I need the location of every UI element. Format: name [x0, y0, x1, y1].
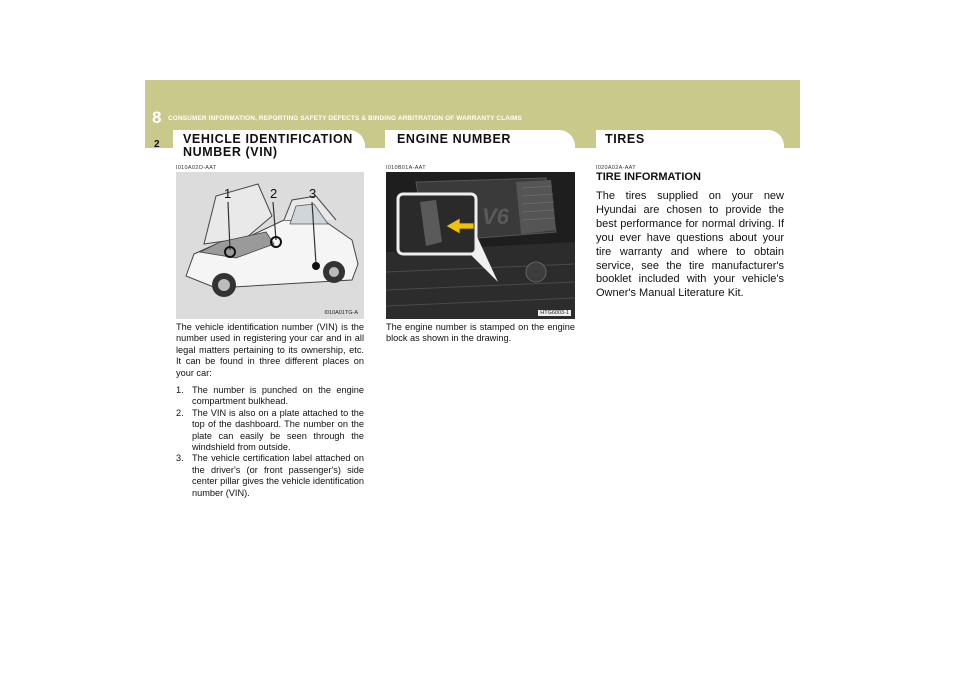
- callout-1: 1: [224, 186, 232, 201]
- list-item: 1. The number is punched on the engine compartment bulkhead.: [176, 385, 364, 407]
- tires-body: The tires supplied on your new Hyundai are chosen to provide the best performance for normal driving. If you ever have questions about your tire warranty and where to obtain service, see the tire manufacturer's booklet included with your vehicle's Owner's Manual Literature Kit.: [596, 190, 784, 300]
- vin-figure: [176, 172, 364, 319]
- list-item: 2. The VIN is also on a plate attached to the top of the dashboard. The number on the plate can easily be seen through the windshield from outside.: [176, 407, 364, 453]
- callout-3: 3: [309, 186, 317, 201]
- vin-locations-list: [176, 385, 364, 499]
- engine-title: ENGINE NUMBER: [397, 132, 512, 146]
- engine-illustration: [386, 172, 575, 319]
- engine-section-code: I010B01A-AAT: [386, 165, 426, 171]
- engine-figure-label: HTG6003-1: [540, 310, 569, 316]
- vin-body: [176, 322, 364, 499]
- vin-title: VEHICLE IDENTIFICATION NUMBER (VIN): [183, 132, 353, 159]
- engine-figure: [386, 172, 575, 319]
- chapter-number: 8: [152, 108, 162, 127]
- tires-title: TIRES: [605, 132, 645, 146]
- v6-emblem: V6: [482, 204, 509, 229]
- tires-section-code: I020A02A-AAT: [596, 165, 636, 171]
- vin-section-code: I010A02O-AAT: [176, 165, 217, 171]
- vin-intro: The vehicle identification number (VIN) is the number used in registering your car and in all legal matters pertaining to its ownership, etc. It can be found in three different places on your car:: [176, 322, 364, 378]
- chapter-title: CONSUMER INFORMATION, REPORTING SAFETY DEFECTS & BINDING ARBITRATION OF WARRANTY CLAIMS: [168, 115, 522, 122]
- list-item: 3. The vehicle certification label attached on the driver's (or front passenger's) side center pillar gives the vehicle identification number (VIN).: [176, 453, 364, 498]
- page-number: 2: [154, 139, 160, 150]
- engine-body: The engine number is stamped on the engine block as shown in the drawing.: [386, 322, 575, 344]
- tire-information-heading: TIRE INFORMATION: [596, 171, 701, 183]
- callout-2: 2: [270, 186, 278, 201]
- vin-figure-label: I010A01TG-A: [324, 310, 358, 316]
